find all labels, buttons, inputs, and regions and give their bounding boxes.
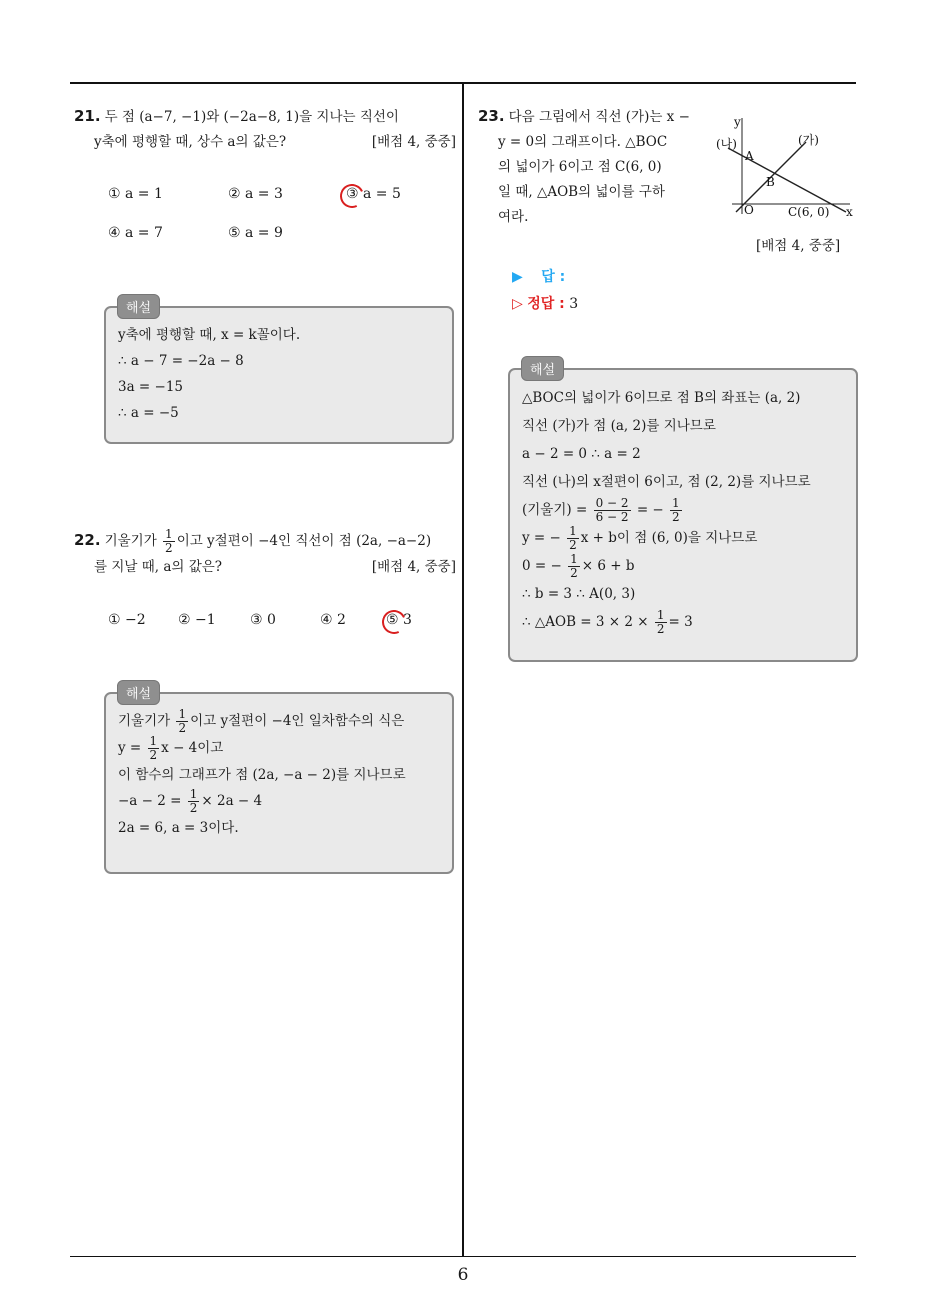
correct-answer-value: 3 — [569, 296, 579, 312]
choice-2[interactable]: ② a = 3 — [228, 186, 283, 202]
solution-line: ∴ b = 3 ∴ A(0, 3) — [522, 586, 636, 602]
solution-box-23 — [508, 368, 858, 662]
point-b-label: B — [766, 175, 775, 189]
fraction: $\frac{1}{2}$ — [178, 707, 187, 735]
correct-answer-label: 정답 : — [527, 296, 565, 312]
problem-number: 22. — [74, 531, 101, 549]
score-meta: [배점 4, 중중] — [371, 134, 456, 150]
x-axis-label: x — [846, 205, 853, 219]
solution-line: a − 2 = 0 ∴ a = 2 — [522, 446, 641, 462]
correct-answer-row — [512, 293, 578, 313]
solution-tab-21: 해설 — [117, 294, 160, 319]
solution-line: 이 함수의 그래프가 점 (2a, −a − 2)를 지나므로 — [118, 767, 406, 783]
problem-22 — [74, 528, 456, 580]
choice-5[interactable]: ⑤ a = 9 — [228, 225, 283, 241]
y-axis-label: y — [734, 115, 741, 129]
point-a-label: A — [745, 149, 754, 163]
choice-1[interactable]: ① a = 1 — [108, 186, 163, 202]
problem-21-line2: y축에 평행할 때, 상수 a의 값은? [배점 4, 중중] — [74, 130, 456, 155]
choice-2[interactable]: ② −1 — [178, 612, 216, 628]
problem-number: 21. — [74, 107, 101, 125]
solution-line: △BOC의 넓이가 6이므로 점 B의 좌표는 (a, 2) — [522, 390, 801, 406]
choice-3[interactable]: ③ a = 5 — [346, 186, 401, 202]
solution-line: 0 = − $\frac{1}{2}$ × 6 + b — [522, 552, 635, 580]
solution-line: y축에 평행할 때, x = k꼴이다. — [118, 327, 301, 343]
play-icon: ▶ — [512, 269, 523, 285]
solution-line: 기울기가 $\frac{1}{2}$ 이고 y절편이 −4인 일차함수의 식은 — [118, 707, 405, 735]
choice-3[interactable]: ③ 0 — [250, 612, 276, 628]
problem-23-line: 일 때, △AOB의 넓이를 구하 — [498, 184, 665, 200]
bottom-rule — [70, 1256, 856, 1257]
problem-23-line: y = 0의 그래프이다. △BOC — [498, 134, 668, 150]
solution-line: 직선 (가)가 점 (a, 2)를 지나므로 — [522, 418, 716, 434]
problem-21 — [74, 104, 456, 155]
point-c-label: C(6, 0) — [788, 205, 830, 219]
fraction: $\frac{1}{2}$ — [149, 734, 158, 762]
problem-23-line: 23. 다음 그림에서 직선 (가)는 x − — [478, 107, 690, 125]
fraction: $\frac{1}{2}$ — [672, 496, 680, 524]
choice-1[interactable]: ① −2 — [108, 612, 146, 628]
fraction: $\frac{0 - 2}{6 - 2}$ — [595, 496, 629, 524]
solution-tab-23: 해설 — [521, 356, 564, 381]
solution-line: ∴ △AOB = 3 × 2 × $\frac{1}{2}$ = 3 — [522, 608, 693, 636]
solution-box-22 — [104, 692, 454, 874]
line-ga-label: (가) — [798, 133, 819, 147]
solution-line: 3a = −15 — [118, 379, 184, 395]
origin-label: O — [744, 203, 754, 217]
problem-22-line2: 를 지날 때, a의 값은? [배점 4, 중중] — [74, 555, 456, 580]
fraction: $\frac{1}{2}$ — [165, 527, 173, 555]
page-number: 6 — [457, 1265, 469, 1285]
outline-triangle-icon: ▷ — [512, 296, 523, 312]
fraction: $\frac{1}{2}$ — [656, 608, 665, 636]
problem-21-choices — [108, 186, 458, 246]
answer-row — [512, 266, 565, 286]
solution-line: y = − $\frac{1}{2}$ x + b이 점 (6, 0)을 지나므로 — [522, 524, 758, 552]
fraction: $\frac{1}{2}$ — [569, 524, 577, 552]
choice-5[interactable]: ⑤ 3 — [386, 612, 412, 628]
fraction: $\frac{1}{2}$ — [189, 787, 198, 815]
line-na-label: (나) — [716, 137, 737, 151]
choice-4[interactable]: ④ a = 7 — [108, 225, 163, 241]
problem-23 — [478, 104, 710, 230]
choice-4[interactable]: ④ 2 — [320, 612, 346, 628]
solution-line: ∴ a = −5 — [118, 405, 179, 421]
problem-23-meta: [배점 4, 중중] — [756, 238, 841, 254]
solution-line: ∴ a − 7 = −2a − 8 — [118, 353, 244, 369]
problem-23-line: 여라. — [498, 209, 529, 225]
fraction: $\frac{1}{2}$ — [570, 552, 578, 580]
problem-23-line: 의 넓이가 6이고 점 C(6, 0) — [498, 159, 662, 175]
solution-line: 2a = 6, a = 3이다. — [118, 820, 239, 836]
solution-tab-22: 해설 — [117, 680, 160, 705]
coordinate-graph — [712, 108, 858, 226]
problem-22-line1: 22. 기울기가 $\frac{1}{2}$ 이고 y절편이 −4인 직선이 점 (2a, −a−2) — [74, 527, 432, 555]
score-meta: [배점 4, 중중] — [371, 559, 456, 575]
solution-line: −a − 2 = $\frac{1}{2}$ × 2a − 4 — [118, 787, 263, 815]
solution-line: (기울기) = $\frac{0 - 2}{6 - 2}$ = − $\frac{1}{2}$ — [522, 496, 680, 524]
solution-line: y = $\frac{1}{2}$ x − 4이고 — [118, 734, 224, 762]
solution-box-21 — [104, 306, 454, 444]
answer-label: 답 : — [541, 269, 566, 285]
column-divider — [462, 82, 464, 1257]
solution-line: 직선 (나)의 x절편이 6이고, 점 (2, 2)를 지나므로 — [522, 474, 811, 490]
problem-22-choices — [108, 612, 458, 636]
problem-number: 23. — [478, 107, 505, 125]
problem-21-line1: 21. 두 점 (a−7, −1)와 (−2a−8, 1)을 지나는 직선이 — [74, 107, 399, 125]
